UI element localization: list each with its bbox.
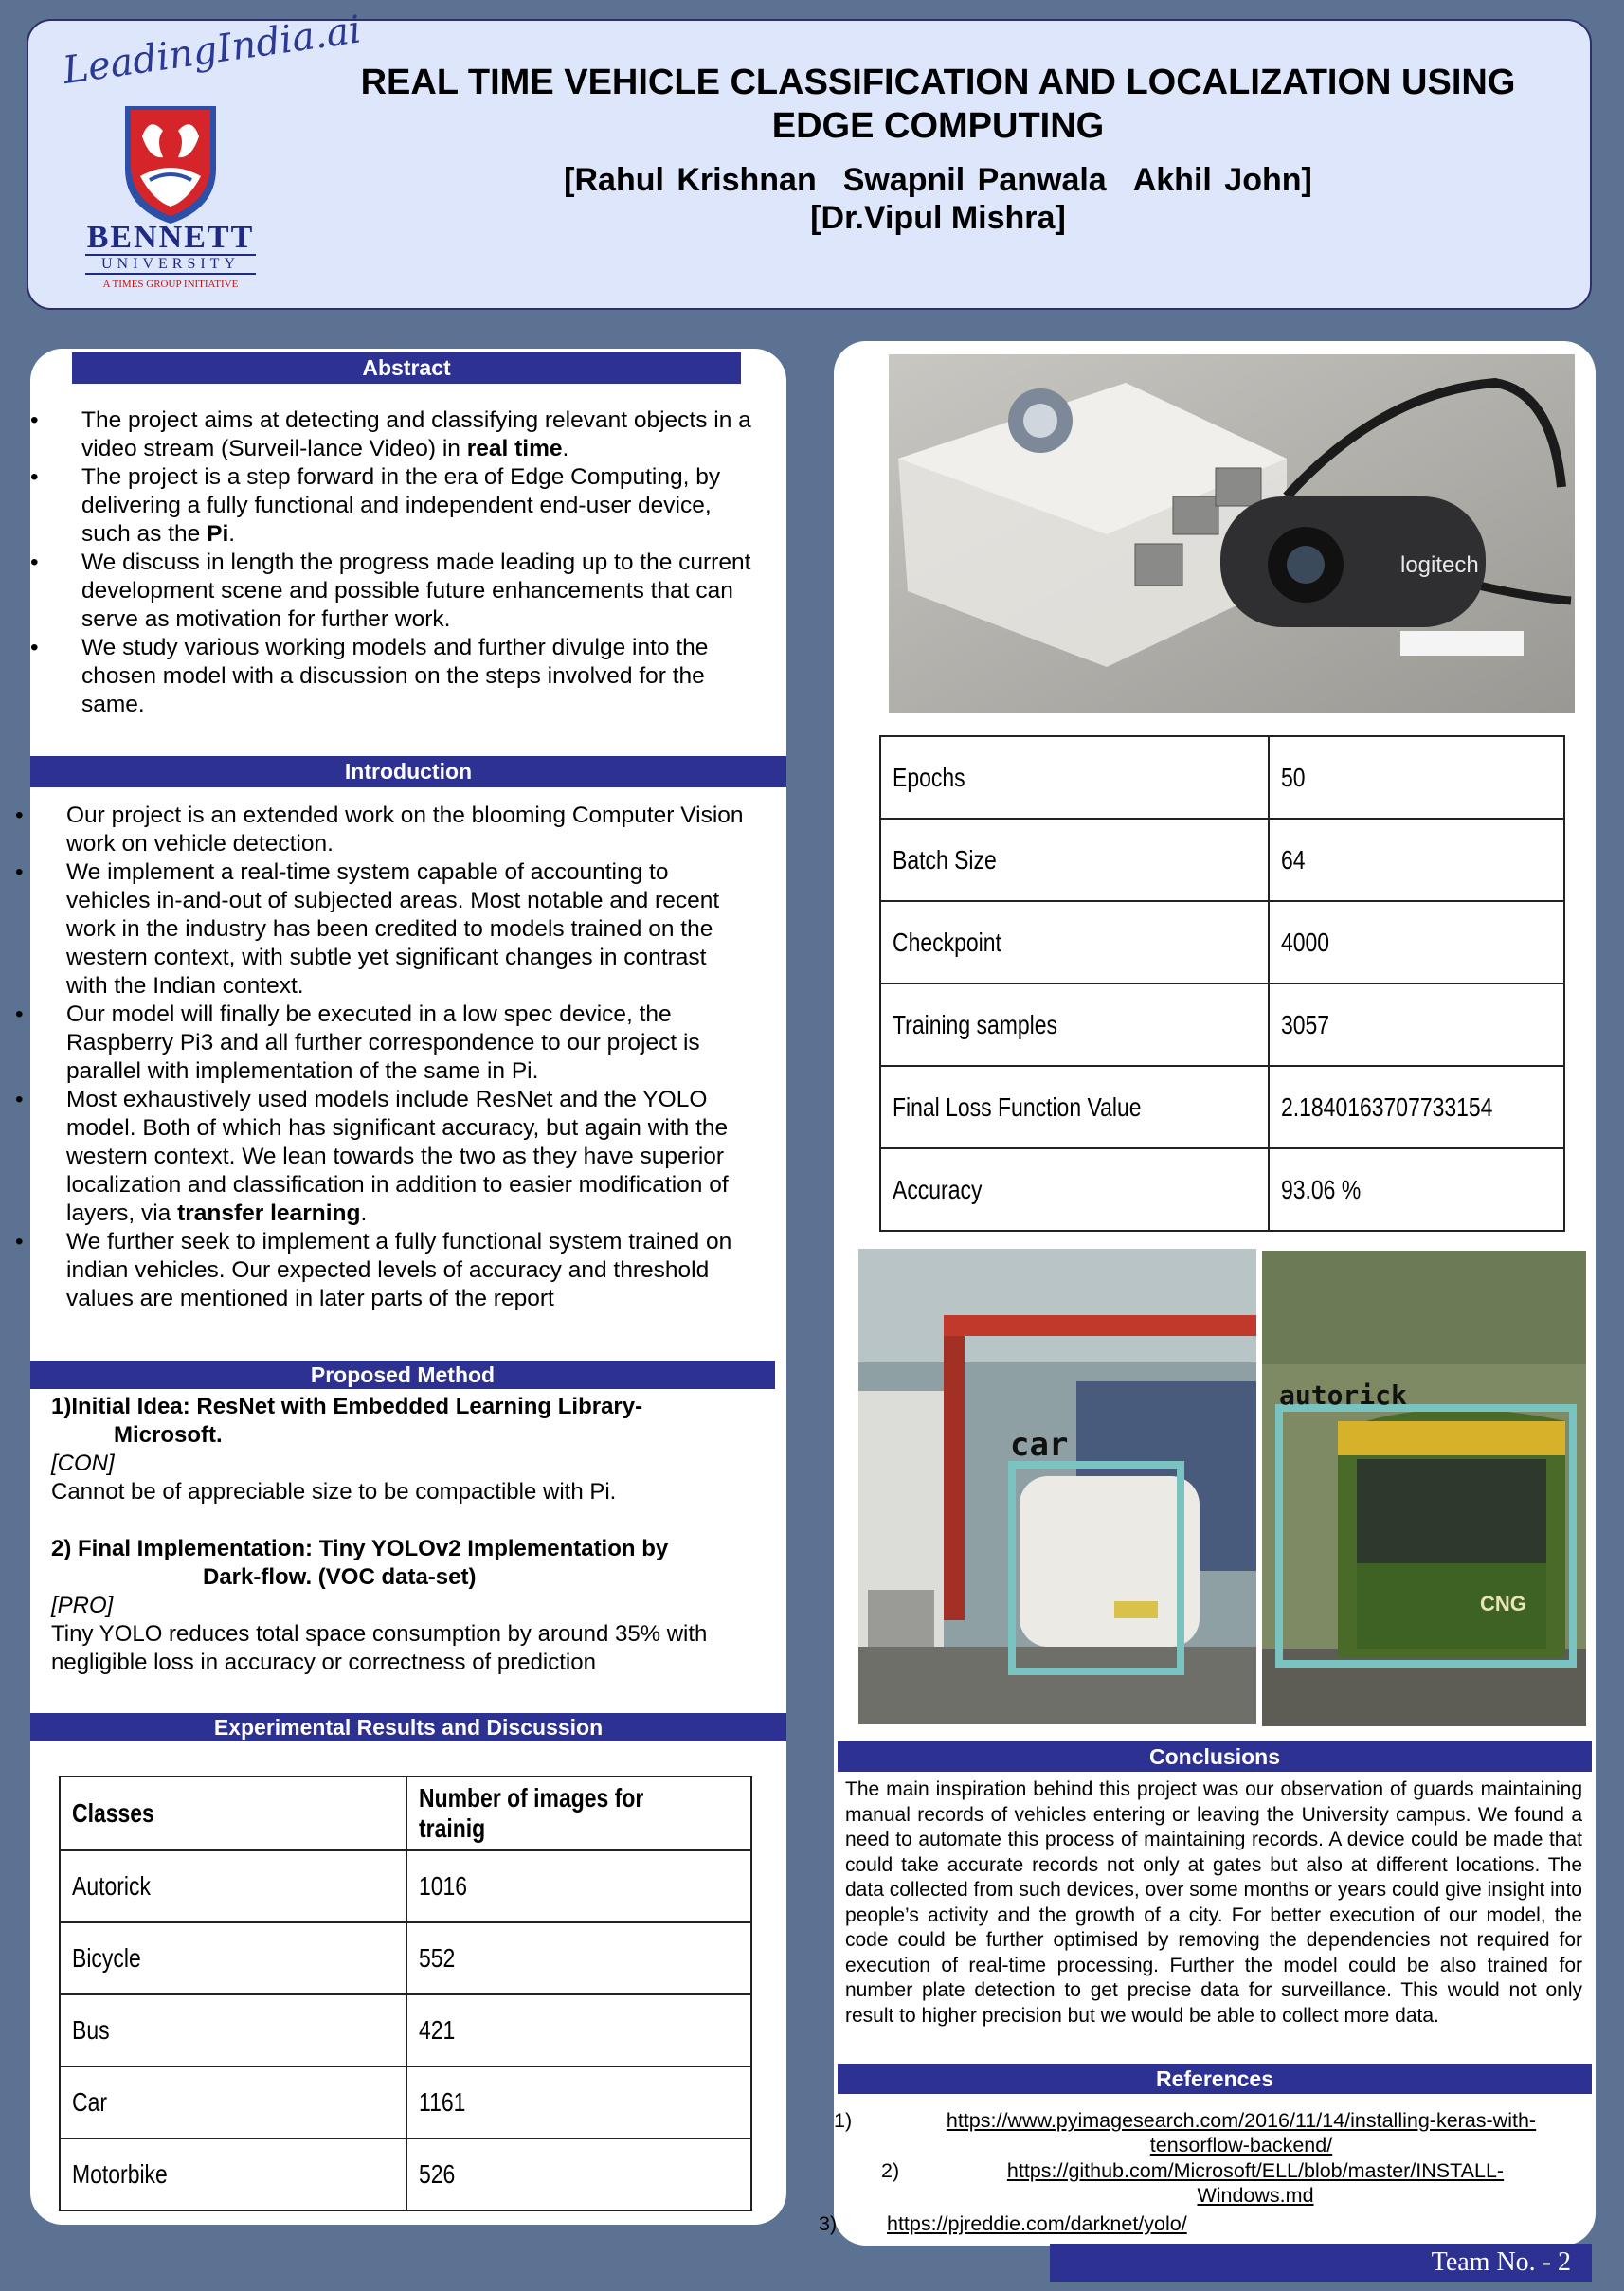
university-subtitle: UNIVERSITY — [85, 254, 256, 275]
list-item: • We implement a real-time system capable of accounting to vehicles in-and-out of subjected areas. Most notable and recent work in the industry has been credited to models trained on the western context, with subtle yet significant changes in contrast with the Indian context. — [66, 858, 749, 1001]
introduction-heading: Introduction — [30, 756, 786, 787]
reference-item: 2) https://github.com/Microsoft/ELL/blob/master/INSTALL- Windows.md — [881, 2159, 1505, 2207]
con-label: [CON] — [51, 1451, 115, 1476]
table-cell: 526 — [406, 2138, 751, 2210]
team-number-badge: Team No. - 2 — [1050, 2244, 1592, 2282]
reference-link-cont[interactable]: tensorflow-backend/ — [1149, 2134, 1333, 2156]
table-cell: Accuracy — [880, 1148, 1269, 1231]
list-item: • We discuss in length the progress made leading up to the current development scene and possible future enhancements that can serve as motivation for further work. — [81, 549, 764, 634]
reference-link[interactable]: https://pjreddie.com/darknet/yolo/ — [887, 2212, 1187, 2235]
method-idea-1-cont: Microsoft. — [114, 1422, 223, 1448]
table-cell: Bicycle — [60, 1922, 406, 1994]
poster-title — [313, 61, 1563, 148]
reference-item: 1) https://www.pyimagesearch.com/2016/11/14/installing-keras-with- tensorflow-backend/ — [834, 2109, 1537, 2156]
reference-link-cont[interactable]: Windows.md — [1197, 2184, 1314, 2207]
table-header-cell: Number of images for trainig — [406, 1777, 751, 1850]
table-cell: Car — [60, 2066, 406, 2138]
table-cell: Epochs — [880, 736, 1269, 819]
table-cell: 3057 — [1269, 983, 1564, 1066]
table-cell: Batch Size — [880, 819, 1269, 901]
webcam-brand-label: logitech — [1400, 552, 1479, 578]
class-count-table — [59, 1776, 752, 2211]
title-line-2: EDGE COMPUTING — [771, 106, 1105, 146]
autorick-detection-label: autorick — [1279, 1380, 1407, 1411]
introduction-list — [66, 802, 749, 1313]
method-idea-2: 2) Final Implementation: Tiny YOLOv2 Implementation by — [51, 1536, 669, 1561]
table-cell: 93.06 % — [1269, 1148, 1564, 1231]
table-row — [60, 2066, 751, 2138]
table-row — [60, 1850, 751, 1922]
table-cell: Autorick — [60, 1850, 406, 1922]
raspberry-pi-webcam-image — [889, 354, 1575, 713]
car-detection-label: car — [1010, 1426, 1069, 1464]
table-row — [880, 736, 1564, 819]
author-name: [Rahul Krishnan — [564, 162, 817, 198]
conclusions-text: The main inspiration behind this project was our observation of guards maintaining manual records of vehicles entering or leaving the University campus. We found a need to automate this process of maintaining records. A device could be made that could take accurate records not only at gates but also at different locations. The data collected from such devices, over some months or years could give insight into people’s activity and the growth of a city. For better execution of our model, the code could be further optimised by removing the dependencies not required for execution of real-time processing. Further the model could be also trained for number plate detection to get precise data for surveillance. This would not only result to higher precision but we would be able to collect more data. — [845, 1778, 1582, 2027]
table-cell: Training samples — [880, 983, 1269, 1066]
table-row — [880, 901, 1564, 983]
table-header-row — [60, 1777, 751, 1850]
hardware-photo — [889, 354, 1575, 713]
list-item: • We further seek to implement a fully functional system trained on indian vehicles. Our expected levels of accuracy and threshold values are mentioned in later parts of the report — [66, 1228, 749, 1313]
table-row — [880, 983, 1564, 1066]
abstract-heading: Abstract — [72, 352, 741, 384]
table-row — [60, 1994, 751, 2066]
title-line-1: REAL TIME VEHICLE CLASSIFICATION AND LOCALIZATION USING — [360, 63, 1516, 102]
table-cell: 1161 — [406, 2066, 751, 2138]
table-cell: 50 — [1269, 736, 1564, 819]
leadingindia-logo: LeadingIndia.ai — [60, 8, 364, 93]
results-heading: Experimental Results and Discussion — [30, 1713, 786, 1741]
training-params-table — [879, 735, 1565, 1232]
author-name: Swapnil Panwala — [842, 162, 1107, 198]
university-name: BENNETT — [86, 220, 255, 255]
table-row — [60, 2138, 751, 2210]
table-row — [880, 1066, 1564, 1148]
method-body — [51, 1393, 771, 1677]
table-cell: Bus — [60, 1994, 406, 2066]
list-item: • Most exhaustively used models include ResNet and the YOLO model. Both of which has significant accuracy, but again with the western context. We lean towards the two as they have superior localization and classification in addition to easier modification of layers, via transfer learning. — [66, 1086, 749, 1228]
table-cell: 4000 — [1269, 901, 1564, 983]
abstract-list — [81, 406, 764, 719]
mentor-name: [Dr.Vipul Mishra] — [810, 200, 1066, 236]
method-idea-1: 1)Initial Idea: ResNet with Embedded Learning Library- — [51, 1394, 643, 1419]
car-detection-image — [858, 1249, 1256, 1724]
con-text: Cannot be of appreciable size to be compactible with Pi. — [51, 1479, 617, 1505]
table-cell: Motorbike — [60, 2138, 406, 2210]
method-idea-2-cont: Dark-flow. (VOC data-set) — [203, 1564, 477, 1590]
author-list — [313, 161, 1563, 199]
list-item: • Our model will finally be executed in a low spec device, the Raspberry Pi3 and all further correspondence to our project is parallel with implementation of the same in Pi. — [66, 1001, 749, 1086]
list-item: • The project aims at detecting and classifying relevant objects in a video stream (Surveil-lance Video) in real time. — [81, 406, 764, 463]
table-cell: 421 — [406, 1994, 751, 2066]
author-name: Akhil John] — [1132, 162, 1312, 198]
university-tagline: A TIMES GROUP INITIATIVE — [102, 279, 239, 290]
table-header-cell: Classes — [60, 1777, 406, 1850]
reference-link[interactable]: https://github.com/Microsoft/ELL/blob/master/INSTALL- — [1006, 2159, 1505, 2182]
table-cell: 2.1840163707733154 — [1269, 1066, 1564, 1148]
references-heading: References — [838, 2064, 1592, 2094]
university-crest-icon — [121, 102, 220, 225]
pro-label: [PRO] — [51, 1593, 114, 1618]
method-heading: Proposed Method — [30, 1361, 775, 1389]
table-cell: 552 — [406, 1922, 751, 1994]
table-row — [60, 1922, 751, 1994]
list-item: • The project is a step forward in the era of Edge Computing, by delivering a fully functional and independent end-user device, such as the Pi. — [81, 463, 764, 549]
poster-header — [27, 8, 1592, 310]
table-row — [880, 1148, 1564, 1231]
table-row — [880, 819, 1564, 901]
table-cell: 1016 — [406, 1850, 751, 1922]
table-cell: Final Loss Function Value — [880, 1066, 1269, 1148]
table-cell: Checkpoint — [880, 901, 1269, 983]
conclusions-heading: Conclusions — [838, 1741, 1592, 1772]
autorick-detection-image — [1262, 1251, 1586, 1726]
reference-link[interactable]: https://www.pyimagesearch.com/2016/11/14/installing-keras-with- — [946, 2109, 1537, 2132]
table-cell: 64 — [1269, 819, 1564, 901]
list-item: • Our project is an extended work on the blooming Computer Vision work on vehicle detection. — [66, 802, 749, 858]
cng-plate-label: CNG — [1480, 1592, 1526, 1615]
pro-text: Tiny YOLO reduces total space consumption by around 35% with negligible loss in accuracy or correctness of prediction — [51, 1621, 708, 1675]
list-item: • We study various working models and further divulge into the chosen model with a discussion on the steps involved for the same. — [81, 634, 764, 719]
